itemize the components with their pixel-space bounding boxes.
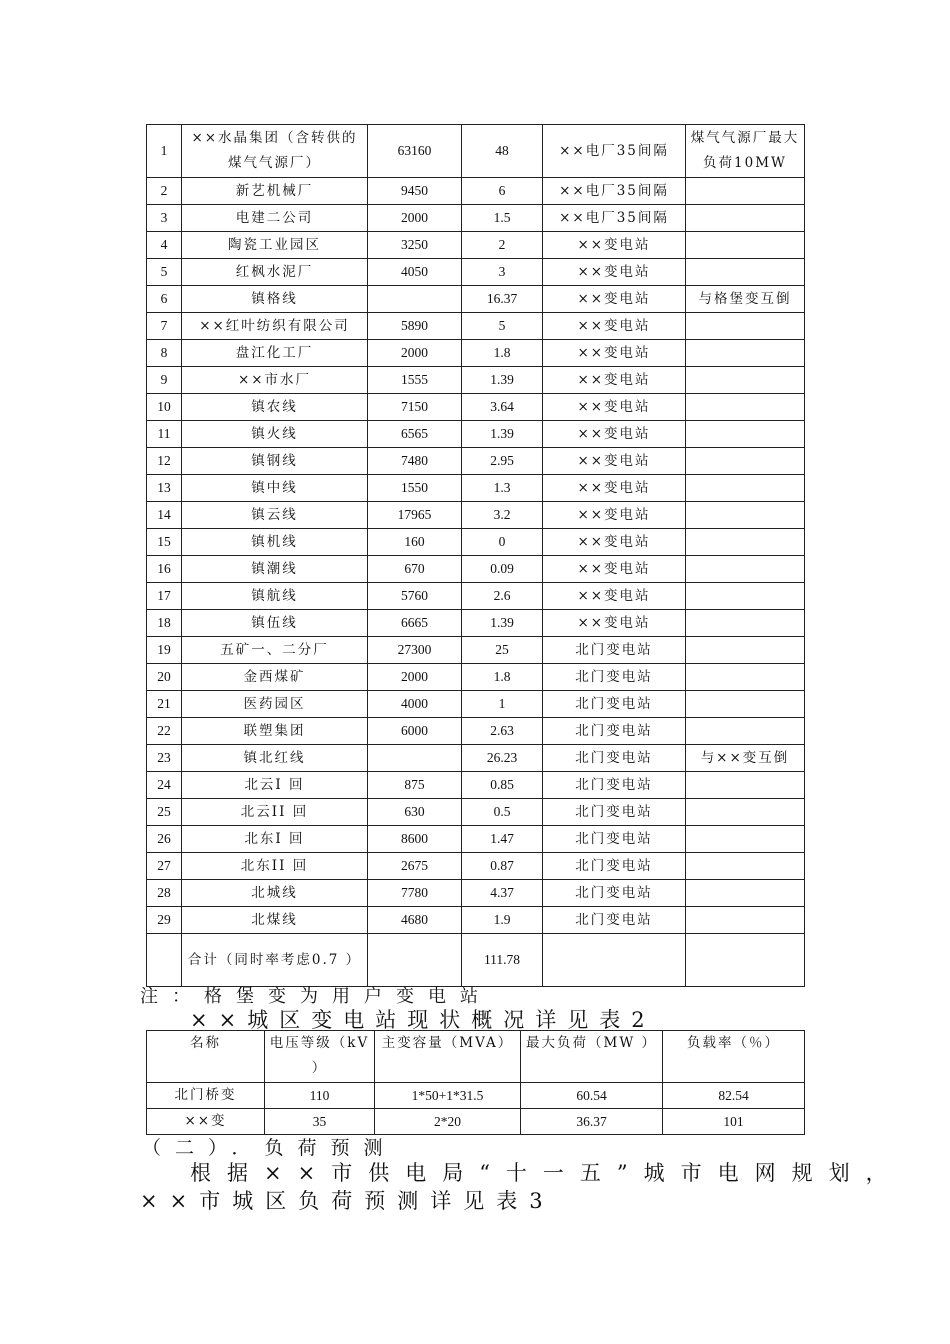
cell: 35 (265, 1109, 375, 1135)
cell-capacity (368, 745, 462, 772)
table-row (147, 907, 805, 934)
cell-no: 4 (147, 232, 182, 259)
total-row (147, 934, 805, 987)
table-row (147, 205, 805, 232)
cell-note (686, 880, 805, 907)
cell-note (686, 421, 805, 448)
total-load: 111.78 (462, 934, 543, 987)
cell-name: 镇云线 (182, 502, 368, 529)
cell-note (686, 448, 805, 475)
table-row (147, 610, 805, 637)
cell-note (686, 610, 805, 637)
cell-no: 15 (147, 529, 182, 556)
cell-load: 16.37 (462, 286, 543, 313)
cell-source: ××变电站 (543, 367, 686, 394)
cell-load: 2.6 (462, 583, 543, 610)
cell-load: 5 (462, 313, 543, 340)
cell-source: ××电厂35间隔 (543, 125, 686, 178)
cell-name: 镇潮线 (182, 556, 368, 583)
cell-load: 1.9 (462, 907, 543, 934)
cell-load: 1.39 (462, 367, 543, 394)
cell-note (686, 691, 805, 718)
cell-capacity: 7150 (368, 394, 462, 421)
cell-load: 0 (462, 529, 543, 556)
cell-load: 2.63 (462, 718, 543, 745)
table-row (147, 1083, 805, 1109)
cell-note: 与格堡变互倒 (686, 286, 805, 313)
cell-load: 1.39 (462, 421, 543, 448)
cell-no: 5 (147, 259, 182, 286)
cell-name: 新艺机械厂 (182, 178, 368, 205)
cell-capacity: 2000 (368, 664, 462, 691)
table-row (147, 125, 805, 178)
cell-no: 19 (147, 637, 182, 664)
cell: 101 (663, 1109, 805, 1135)
cell-capacity: 6000 (368, 718, 462, 745)
cell-source: 北门变电站 (543, 853, 686, 880)
table-row (147, 826, 805, 853)
cell-capacity: 8600 (368, 826, 462, 853)
cell-capacity: 6665 (368, 610, 462, 637)
cell-source: ××变电站 (543, 286, 686, 313)
table-row (147, 583, 805, 610)
cell-no: 12 (147, 448, 182, 475)
cell-source: 北门变电站 (543, 907, 686, 934)
cell-no: 23 (147, 745, 182, 772)
cell: 2*20 (375, 1109, 521, 1135)
cell-name: 镇格线 (182, 286, 368, 313)
cell-no: 14 (147, 502, 182, 529)
cell-load: 48 (462, 125, 543, 178)
cell-name: 镇北红线 (182, 745, 368, 772)
cell-source: ××变电站 (543, 502, 686, 529)
section-heading: （二）．负荷预测 (142, 1137, 397, 1159)
cell-source: ××变电站 (543, 529, 686, 556)
cell-capacity: 875 (368, 772, 462, 799)
cell-name: 红枫水泥厂 (182, 259, 368, 286)
table-row (147, 1109, 805, 1135)
cell-no: 22 (147, 718, 182, 745)
total-capacity (368, 934, 462, 987)
cell-load: 1.5 (462, 205, 543, 232)
cell-source: 北门变电站 (543, 799, 686, 826)
cell-name: 北东II 回 (182, 853, 368, 880)
cell-no: 6 (147, 286, 182, 313)
table-row (147, 502, 805, 529)
cell-load: 3.64 (462, 394, 543, 421)
cell-no: 10 (147, 394, 182, 421)
paragraph-line-2: ××市城区负荷预测详见表3 (140, 1189, 555, 1213)
cell-note (686, 340, 805, 367)
cell-name: 北云II 回 (182, 799, 368, 826)
cell-source: ××变电站 (543, 610, 686, 637)
cell-no: 13 (147, 475, 182, 502)
header-row (147, 1031, 805, 1083)
cell-note (686, 178, 805, 205)
column-header: 最大负荷（MW ） (521, 1031, 663, 1083)
cell-note (686, 205, 805, 232)
table-row (147, 394, 805, 421)
cell-note (686, 529, 805, 556)
table-row (147, 421, 805, 448)
cell-capacity: 5890 (368, 313, 462, 340)
cell-name: 盘江化工厂 (182, 340, 368, 367)
cell: 北门桥变 (147, 1083, 265, 1109)
table-row (147, 232, 805, 259)
cell-name: 北煤线 (182, 907, 368, 934)
cell-source: ××变电站 (543, 421, 686, 448)
cell-no: 8 (147, 340, 182, 367)
total-source (543, 934, 686, 987)
cell-name: 陶瓷工业园区 (182, 232, 368, 259)
table-row (147, 556, 805, 583)
table-row (147, 880, 805, 907)
table-row (147, 745, 805, 772)
cell-no: 9 (147, 367, 182, 394)
cell-no: 28 (147, 880, 182, 907)
cell-load: 0.5 (462, 799, 543, 826)
cell-name: 联塑集团 (182, 718, 368, 745)
table-row (147, 340, 805, 367)
cell: 60.54 (521, 1083, 663, 1109)
table-row (147, 853, 805, 880)
cell-name: ××水晶集团（含转供的煤气气源厂） (182, 125, 368, 178)
cell-load: 2 (462, 232, 543, 259)
table-row (147, 259, 805, 286)
cell-name: 电建二公司 (182, 205, 368, 232)
paragraph-line-1: 根据××市供电局“十一五”城市电网规划， (190, 1161, 903, 1185)
cell-capacity: 4680 (368, 907, 462, 934)
cell-capacity: 2000 (368, 340, 462, 367)
cell-note: 与××变互倒 (686, 745, 805, 772)
cell-note (686, 313, 805, 340)
cell-source: 北门变电站 (543, 880, 686, 907)
cell-source: ××变电站 (543, 394, 686, 421)
cell: 110 (265, 1083, 375, 1109)
cell-capacity: 670 (368, 556, 462, 583)
cell-note: 煤气气源厂最大负荷10MW (686, 125, 805, 178)
cell-no: 17 (147, 583, 182, 610)
total-note (686, 934, 805, 987)
cell-source: 北门变电站 (543, 745, 686, 772)
cell-source: 北门变电站 (543, 691, 686, 718)
table-row (147, 799, 805, 826)
cell-note (686, 583, 805, 610)
column-header: 电压等级（kV ） (265, 1031, 375, 1083)
cell-note (686, 826, 805, 853)
cell-name: 镇火线 (182, 421, 368, 448)
cell-capacity: 160 (368, 529, 462, 556)
cell-source: ××变电站 (543, 259, 686, 286)
table-row (147, 367, 805, 394)
table2-caption: ××城区变电站现状概况详见表2 (190, 1008, 656, 1032)
user-load-table (146, 124, 805, 987)
cell-name: 北云I 回 (182, 772, 368, 799)
cell-no: 1 (147, 125, 182, 178)
cell-capacity: 630 (368, 799, 462, 826)
cell-capacity: 4050 (368, 259, 462, 286)
cell: 1*50+1*31.5 (375, 1083, 521, 1109)
cell-note (686, 556, 805, 583)
cell-load: 0.87 (462, 853, 543, 880)
cell-capacity: 5760 (368, 583, 462, 610)
cell-load: 1.3 (462, 475, 543, 502)
cell-source: ××变电站 (543, 475, 686, 502)
cell-capacity: 63160 (368, 125, 462, 178)
cell-capacity: 1555 (368, 367, 462, 394)
cell-load: 3.2 (462, 502, 543, 529)
cell-name: 金西煤矿 (182, 664, 368, 691)
cell-capacity: 27300 (368, 637, 462, 664)
cell-note (686, 907, 805, 934)
cell-source: ××变电站 (543, 313, 686, 340)
cell-source: ××变电站 (543, 583, 686, 610)
cell-note (686, 799, 805, 826)
cell-capacity: 2675 (368, 853, 462, 880)
cell-load: 2.95 (462, 448, 543, 475)
column-header: 主变容量（MVA） (375, 1031, 521, 1083)
cell-capacity: 1550 (368, 475, 462, 502)
table-row (147, 691, 805, 718)
cell-source: 北门变电站 (543, 772, 686, 799)
cell-note (686, 259, 805, 286)
cell-load: 4.37 (462, 880, 543, 907)
cell-capacity: 9450 (368, 178, 462, 205)
cell-load: 6 (462, 178, 543, 205)
cell-note (686, 502, 805, 529)
cell-no: 2 (147, 178, 182, 205)
table-row (147, 475, 805, 502)
column-header: 名称 (147, 1031, 265, 1083)
cell-note (686, 718, 805, 745)
cell-no: 26 (147, 826, 182, 853)
cell-no: 18 (147, 610, 182, 637)
cell-no: 25 (147, 799, 182, 826)
cell-note (686, 772, 805, 799)
table-row (147, 313, 805, 340)
cell-note (686, 637, 805, 664)
cell-no: 16 (147, 556, 182, 583)
table-row (147, 448, 805, 475)
cell-source: ××变电站 (543, 448, 686, 475)
cell-load: 0.85 (462, 772, 543, 799)
cell-load: 25 (462, 637, 543, 664)
table-row (147, 637, 805, 664)
table-row (147, 664, 805, 691)
table-row (147, 718, 805, 745)
cell-load: 1 (462, 691, 543, 718)
cell-source: 北门变电站 (543, 718, 686, 745)
cell-source: ××变电站 (543, 232, 686, 259)
cell-source: 北门变电站 (543, 664, 686, 691)
cell-note (686, 367, 805, 394)
cell-capacity: 2000 (368, 205, 462, 232)
cell-load: 0.09 (462, 556, 543, 583)
table-row (147, 772, 805, 799)
cell-capacity: 7480 (368, 448, 462, 475)
cell-capacity: 6565 (368, 421, 462, 448)
substation-status-table (146, 1030, 805, 1135)
cell-name: 镇中线 (182, 475, 368, 502)
cell-load: 1.8 (462, 664, 543, 691)
cell-capacity: 7780 (368, 880, 462, 907)
table-row (147, 178, 805, 205)
cell-name: 镇伍线 (182, 610, 368, 637)
cell-name: 北东I 回 (182, 826, 368, 853)
cell-name: ××红叶纺织有限公司 (182, 313, 368, 340)
cell-load: 26.23 (462, 745, 543, 772)
cell-name: 五矿一、二分厂 (182, 637, 368, 664)
cell-name: 北城线 (182, 880, 368, 907)
cell: 82.54 (663, 1083, 805, 1109)
cell-no: 20 (147, 664, 182, 691)
cell-no: 29 (147, 907, 182, 934)
cell-note (686, 232, 805, 259)
cell-note (686, 475, 805, 502)
column-header: 负载率（％） (663, 1031, 805, 1083)
cell-load: 1.8 (462, 340, 543, 367)
cell-load: 3 (462, 259, 543, 286)
cell-source: ××变电站 (543, 340, 686, 367)
table-note: 注：格堡变为用户变电站 (140, 986, 492, 1007)
cell: 36.37 (521, 1109, 663, 1135)
table-row (147, 529, 805, 556)
cell-load: 1.47 (462, 826, 543, 853)
cell-no: 11 (147, 421, 182, 448)
total-name: 合计（同时率考虑0.7 ） (182, 934, 368, 987)
cell-no: 3 (147, 205, 182, 232)
cell: ××变 (147, 1109, 265, 1135)
cell-no: 27 (147, 853, 182, 880)
cell-note (686, 664, 805, 691)
cell-note (686, 394, 805, 421)
cell-name: 镇航线 (182, 583, 368, 610)
cell-capacity: 4000 (368, 691, 462, 718)
cell-name: 镇钢线 (182, 448, 368, 475)
cell-source: ××电厂35间隔 (543, 178, 686, 205)
cell-no: 21 (147, 691, 182, 718)
cell-note (686, 853, 805, 880)
cell-no (147, 934, 182, 987)
cell-source: ××电厂35间隔 (543, 205, 686, 232)
cell-name: ××市水厂 (182, 367, 368, 394)
cell-capacity: 17965 (368, 502, 462, 529)
cell-capacity: 3250 (368, 232, 462, 259)
table-row (147, 286, 805, 313)
cell-name: 镇农线 (182, 394, 368, 421)
cell-name: 医药园区 (182, 691, 368, 718)
cell-load: 1.39 (462, 610, 543, 637)
cell-no: 7 (147, 313, 182, 340)
cell-source: 北门变电站 (543, 826, 686, 853)
cell-capacity (368, 286, 462, 313)
cell-source: ××变电站 (543, 556, 686, 583)
cell-name: 镇机线 (182, 529, 368, 556)
cell-no: 24 (147, 772, 182, 799)
cell-source: 北门变电站 (543, 637, 686, 664)
